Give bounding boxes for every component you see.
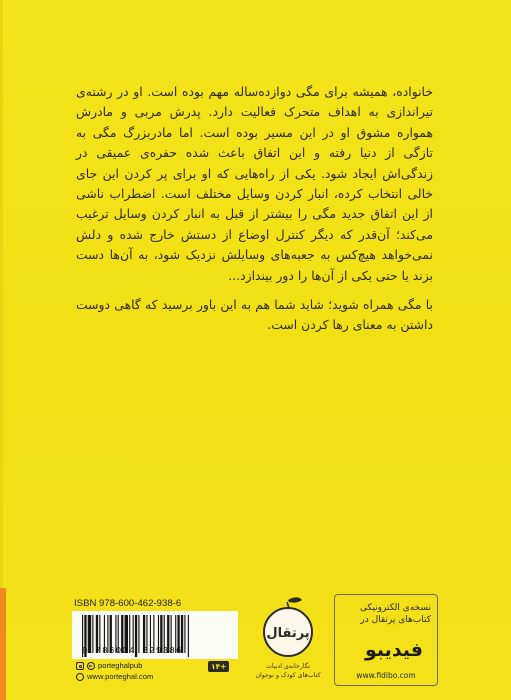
fidibo-line-2: کتاب‌های پرتقال در [360, 615, 431, 625]
website-url: www.porteghal.com [87, 671, 154, 681]
social-links [76, 661, 153, 682]
social-row-2 [76, 672, 153, 683]
publisher-caption-2: کتاب‌های کودک و نوجوان [255, 672, 321, 679]
fidibo-url: www.fidibo.com [356, 671, 416, 680]
barcode-digits: 9 786004 629386 [82, 645, 183, 656]
orange-side-strip [0, 588, 6, 700]
age-rating-badge: +۱۴ [208, 661, 229, 672]
publisher-caption-1: نگارخانه‌ی ادبیات [265, 663, 311, 670]
orange-fruit-logo-icon [258, 594, 318, 660]
social-row-1 [76, 661, 153, 672]
globe-icon [76, 673, 84, 681]
publisher-logo-text: پرتقال [266, 626, 310, 641]
blurb-text [76, 82, 433, 336]
telegram-icon [87, 662, 95, 670]
social-handle: porteghalpub [98, 661, 143, 670]
blurb-paragraph-2: با مگی همراه شوید؛ شاید شما هم به این باور برسید که گاهی دوست داشتن به معنای رها کردن است. [76, 297, 433, 333]
cover-footer [72, 594, 438, 690]
fidibo-line-1: نسخه‌ی الکترونیکی [359, 603, 431, 613]
instagram-icon [76, 662, 84, 670]
publisher-logo [255, 594, 321, 690]
isbn-label: ISBN 978-600-462-938-6 [74, 598, 182, 609]
blurb-paragraph-1: خانواده، همیشه برای مگی دوازده‌ساله مهم بوده است. او در رشته‌ی تیراندازی به اهداف متحرک فعالیت دارد. پدرش مربی و مادرش همواره مشوق او در این مسیر بوده است. اما مادربزرگ مگی به تازگی از دنیا رفته و این اتفاق باعث شده حفره‌ی عمیقی در زندگی‌اش ایجاد شود. یکی از راه‌هایی که او برای پر کردن این جای خالی انتخاب کرده، انبار کردن وسایل مختلف است. اضطراب ناشی از این اتفاق جدید مگی را بیشتر از قبل به انبار کردن وسایل ترغیب می‌کند؛ آن‌قدر که دیگر کنترل اوضاع از دستش خارج شده و دلش نمی‌خواهد هیچ‌کس به جعبه‌های وسایلش نزدیک شود، به آن‌ها دست بزند یا حتی یکی از آن‌ها را دور بیندازد... [76, 84, 433, 283]
isbn-block [72, 594, 238, 690]
fidibo-ebook-box [334, 594, 438, 686]
fidibo-logo: فیدیبو [365, 639, 423, 661]
